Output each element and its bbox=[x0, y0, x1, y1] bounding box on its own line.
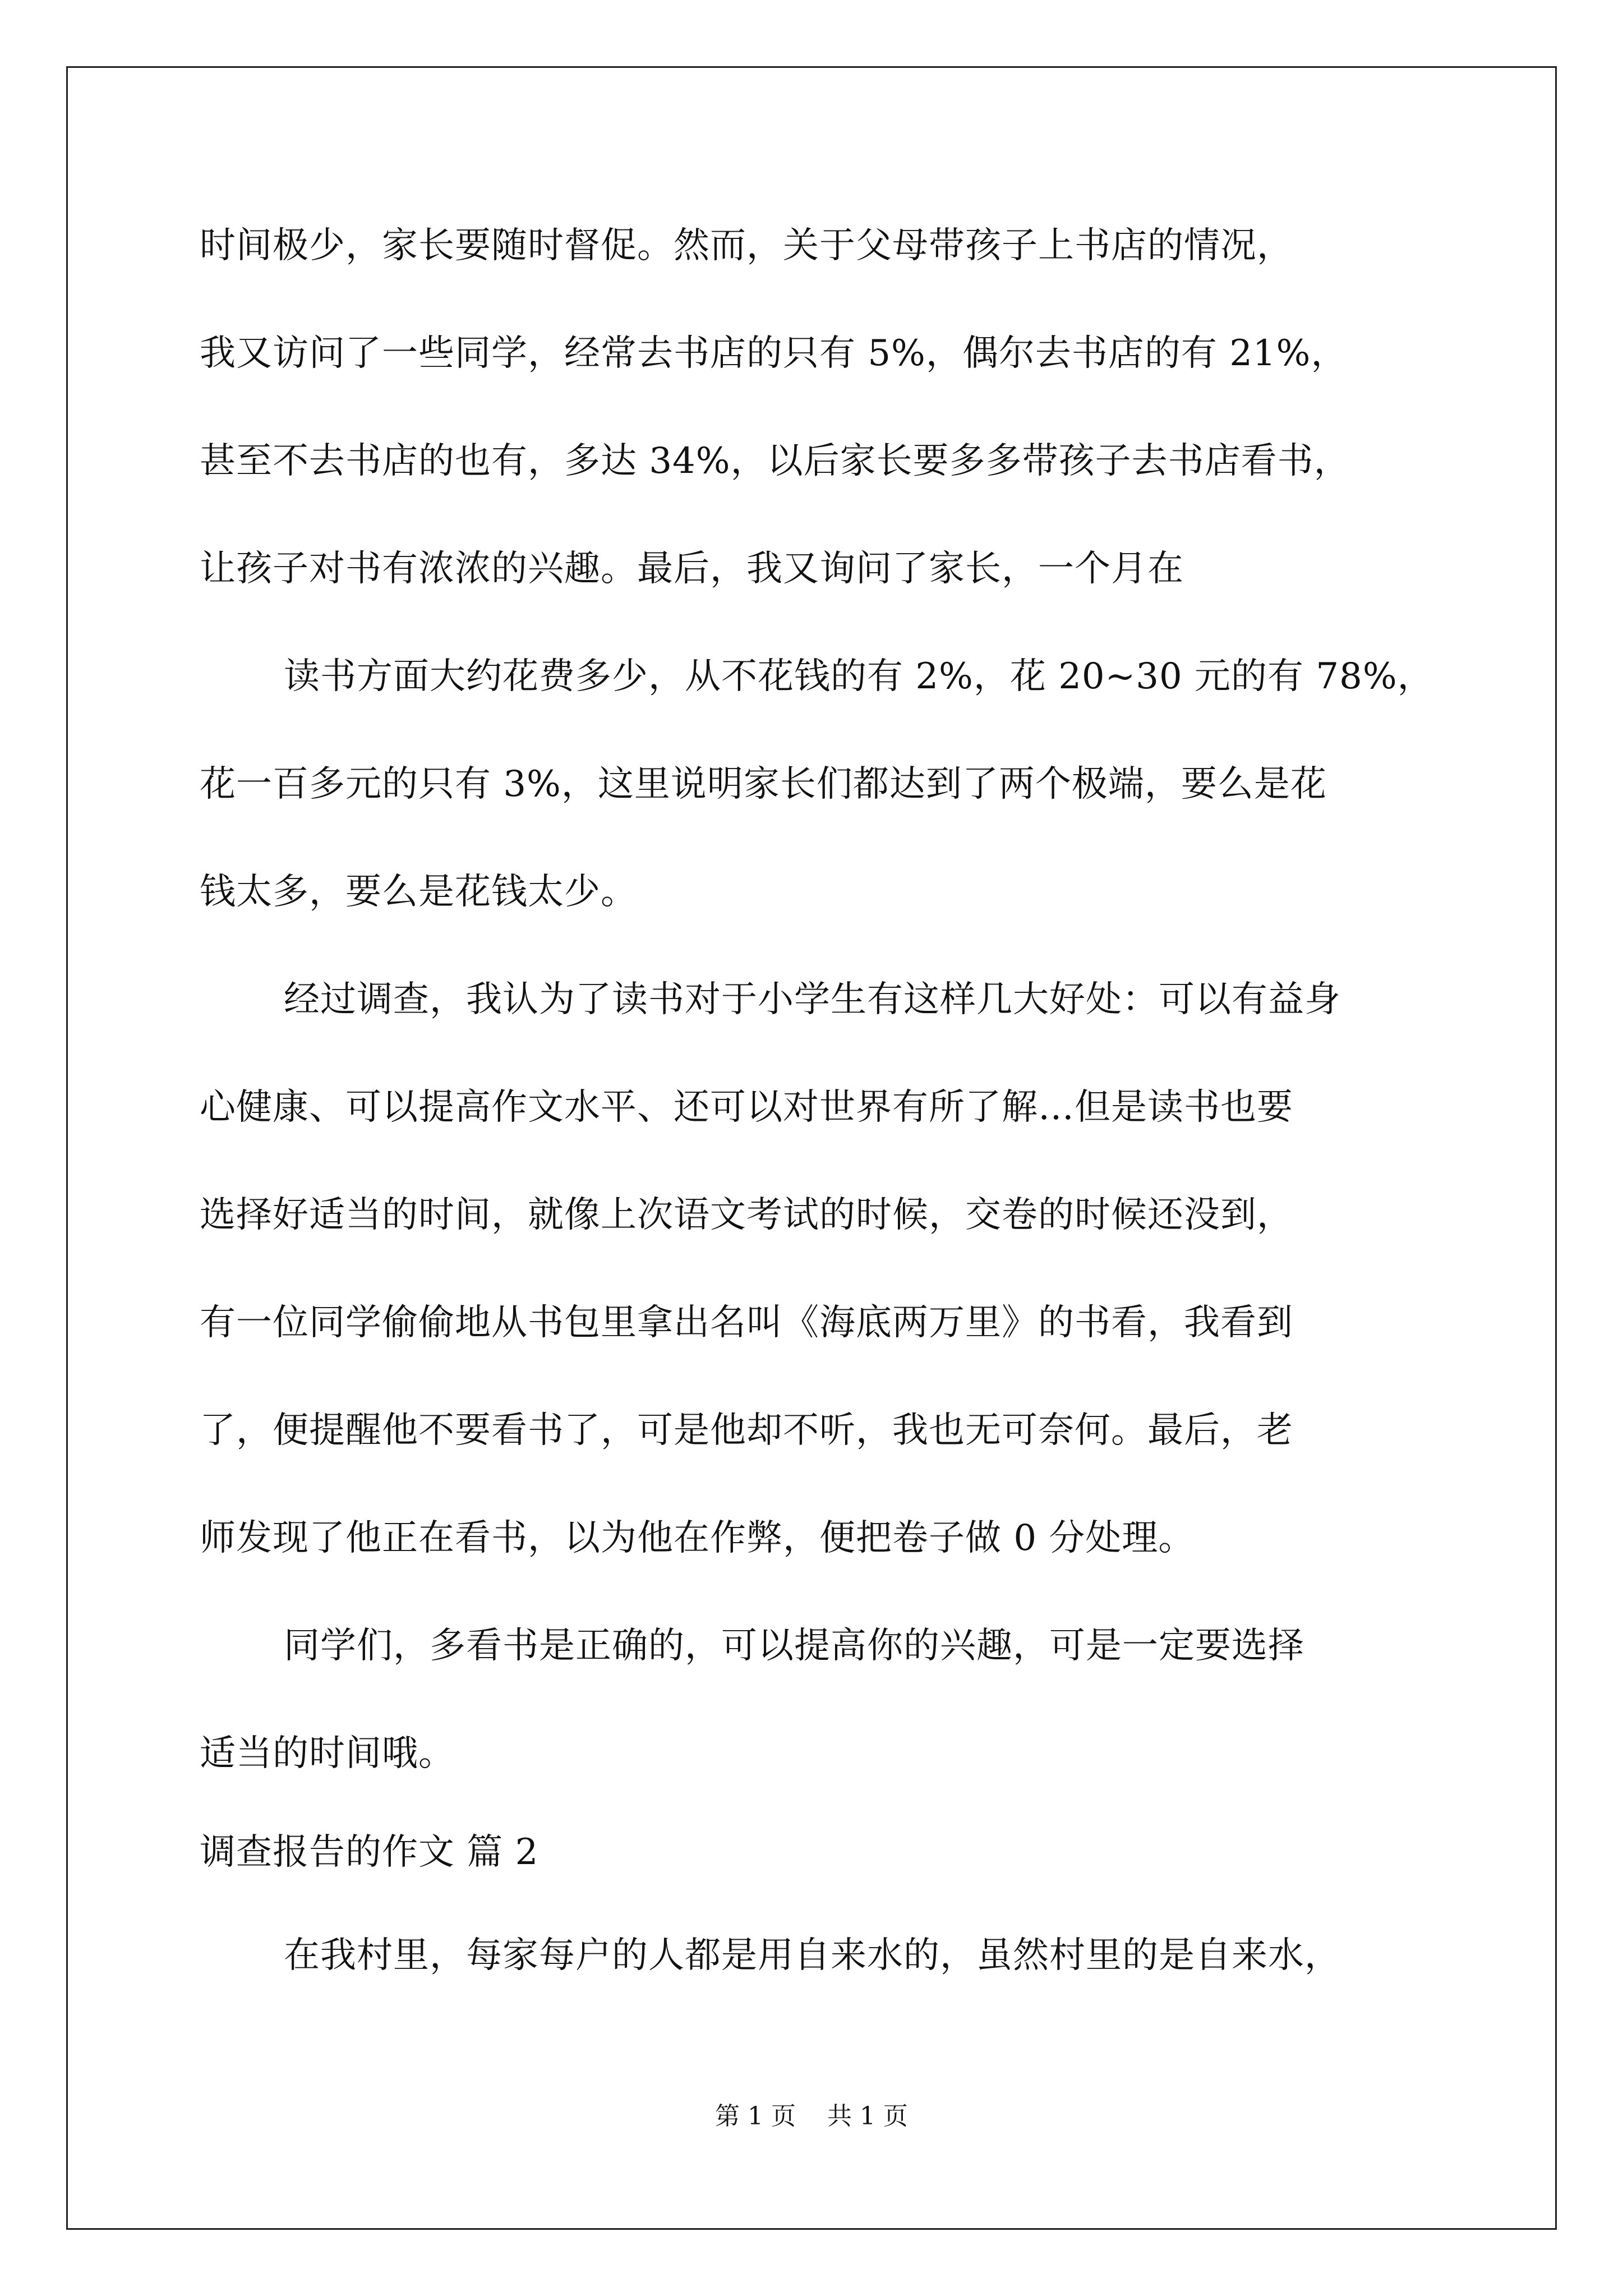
text-line: 甚至不去书店的也有，多达 34%，以后家长要多多带孩子去书店看书， bbox=[200, 440, 1350, 482]
paragraph-start-line: 经过调查，我认为了读书对于小学生有这样几大好处：可以有益身 bbox=[284, 979, 1341, 1020]
text-line: 钱太多，要么是花钱太少。 bbox=[200, 871, 637, 913]
page-border bbox=[66, 66, 1557, 2230]
text-line: 花一百多元的只有 3%，这里说明家长们都达到了两个极端，要么是花 bbox=[200, 763, 1327, 805]
paragraph-start-line: 在我村里，每家每户的人都是用自来水的，虽然村里的是自来水， bbox=[284, 1935, 1341, 1976]
text-line: 让孩子对书有浓浓的兴趣。最后，我又询问了家长，一个月在 bbox=[200, 548, 1184, 590]
paragraph-start-line: 读书方面大约花费多少，从不花钱的有 2%，花 20~30 元的有 78%， bbox=[284, 656, 1434, 697]
text-line: 我又访问了一些同学，经常去书店的只有 5%，偶尔去书店的有 21%， bbox=[200, 333, 1348, 374]
section-heading: 调查报告的作文 篇 2 bbox=[200, 1832, 539, 1873]
text-line: 师发现了他正在看书，以为他在作弊，便把卷子做 0 分处理。 bbox=[200, 1517, 1195, 1559]
text-line: 时间极少，家长要随时督促。然而，关于父母带孩子上书店的情况， bbox=[200, 225, 1293, 266]
text-line: 适当的时间哦。 bbox=[200, 1733, 455, 1774]
text-line: 心健康、可以提高作文水平、还可以对世界有所了解…但是读书也要 bbox=[200, 1087, 1293, 1128]
text-line: 选择好适当的时间，就像上次语文考试的时候，交卷的时候还没到， bbox=[200, 1194, 1293, 1236]
text-line: 了，便提醒他不要看书了，可是他却不听，我也无可奈何。最后，老 bbox=[200, 1410, 1293, 1451]
page-footer: 第 1 页 共 1 页 bbox=[715, 2102, 908, 2131]
text-line: 有一位同学偷偷地从书包里拿出名叫《海底两万里》的书看，我看到 bbox=[200, 1302, 1293, 1343]
paragraph-start-line: 同学们，多看书是正确的，可以提高你的兴趣，可是一定要选择 bbox=[284, 1625, 1304, 1667]
